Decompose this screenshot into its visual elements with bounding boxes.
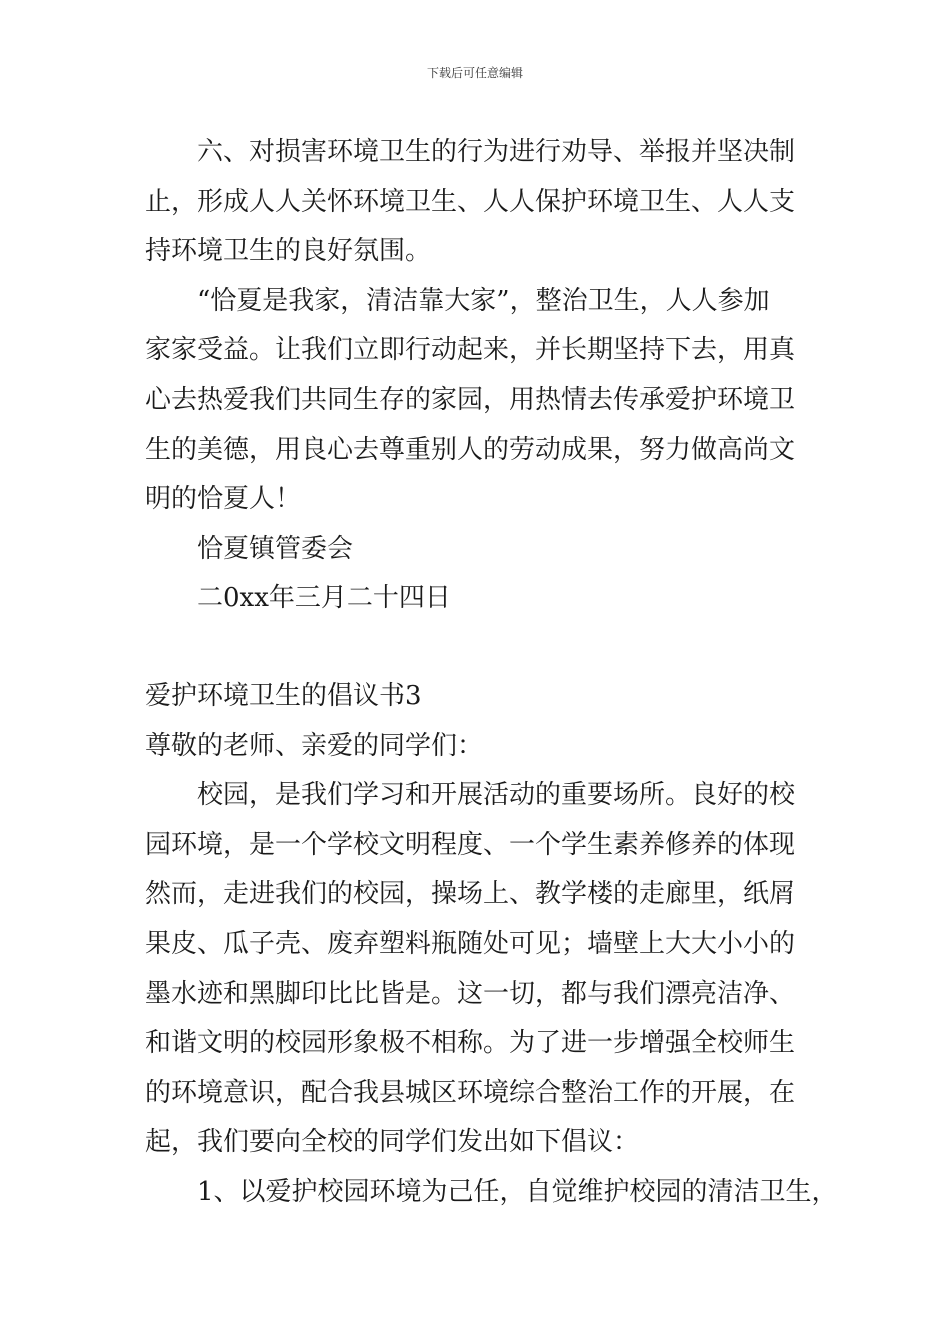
closing-paragraph: “恰夏是我家，清洁靠大家”，整治卫生，人人参加 <box>197 285 770 316</box>
paragraph-item-6: 六、对损害环境卫生的行为进行劝导、举报并坚决制 <box>197 137 796 167</box>
section-title: 爱护环境卫生的倡议书3 <box>145 680 422 711</box>
proposal-item-1: 1、以爱护校园环境为己任，自觉维护校园的清洁卫生， <box>197 1176 838 1207</box>
paragraph-item-6: 持环境卫生的良好氛围。 <box>145 236 432 267</box>
closing-paragraph: 家家受益。让我们立即行动起来，并长期坚持下去，用真 <box>145 335 796 366</box>
body-paragraph: 然而，走进我们的校园，操场上、教学楼的走廊里，纸屑 <box>145 879 796 910</box>
closing-paragraph: 生的美德，用良心去尊重别人的劳动成果，努力做高尚文 <box>145 434 796 465</box>
body-paragraph: 园环境，是一个学校文明程度、一个学生素养修养的体现 <box>145 829 796 860</box>
signature: 恰夏镇管委会 <box>197 533 354 564</box>
date: 二0xx年三月二十四日 <box>197 583 451 614</box>
closing-paragraph: 心去热爱我们共同生存的家园，用热情去传承爱护环境卫 <box>145 384 796 415</box>
body-paragraph: 的环境意识，配合我县城区环境综合整治工作的开展，在 <box>145 1077 796 1108</box>
body-paragraph: 和谐文明的校园形象极不相称。为了进一步增强全校师生 <box>145 1028 796 1059</box>
page-header: 下载后可任意编辑 <box>426 66 523 80</box>
section-gap <box>145 624 825 672</box>
body-paragraph: 起，我们要向全校的同学们发出如下倡议： <box>145 1127 640 1158</box>
salutation: 尊敬的老师、亲爱的同学们： <box>145 730 484 761</box>
paragraph-item-6: 止，形成人人关怀环境卫生、人人保护环境卫生、人人支 <box>145 186 796 217</box>
body-paragraph: 墨水迹和黑脚印比比皆是。这一切，都与我们漂亮洁净、 <box>145 978 796 1009</box>
closing-paragraph: 明的恰夏人！ <box>145 484 302 515</box>
body-paragraph: 果皮、瓜子壳、废弃塑料瓶随处可见；墙壁上大大小小的 <box>145 928 796 959</box>
document-body <box>145 128 838 1217</box>
body-paragraph: 校园，是我们学习和开展活动的重要场所。良好的校 <box>197 780 796 811</box>
